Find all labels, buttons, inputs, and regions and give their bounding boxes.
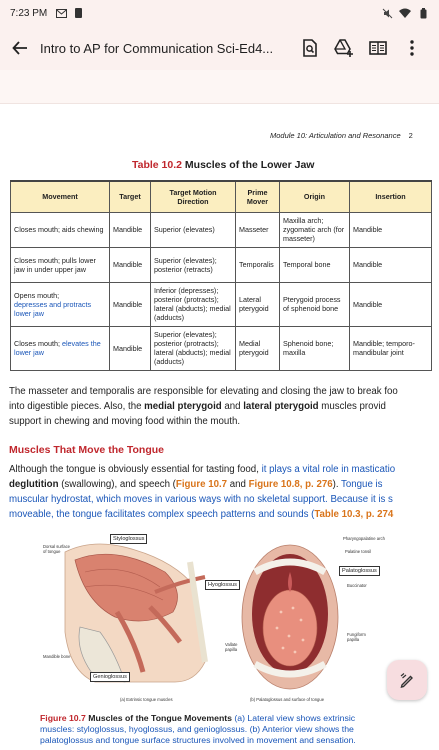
label-palatoglossus: Palatoglossus: [339, 566, 380, 576]
page-gap: [0, 70, 439, 104]
cell-origin: Pterygoid process of sphenoid bone: [280, 282, 350, 326]
app-bar: [0, 26, 439, 70]
col-header: Target: [110, 181, 151, 212]
table-link[interactable]: Table 10.3, p. 274: [314, 509, 394, 520]
col-header: Prime Mover: [236, 181, 280, 212]
notification-icon: [72, 8, 84, 18]
mute-icon: [381, 8, 393, 18]
cell-insertion: Mandible: [350, 212, 432, 247]
figure-link[interactable]: Figure 10.8, p. 276: [248, 479, 333, 490]
figure-link[interactable]: Figure 10.7: [175, 479, 228, 490]
wifi-icon: [399, 8, 411, 18]
running-head: [270, 131, 413, 140]
cell-movement: Closes mouth; elevates the lower jaw: [11, 326, 110, 370]
status-time: 7:23 PM: [10, 7, 48, 19]
add-to-drive-button[interactable]: [332, 36, 356, 60]
page-number: 2: [408, 131, 413, 140]
label-buccinator: Buccinator: [347, 583, 367, 588]
cell-origin: Sphenoid bone; maxilla: [280, 326, 350, 370]
document-title: Intro to AP for Communication Sci-Ed4...: [40, 40, 274, 56]
cell-origin: Temporal bone: [280, 247, 350, 282]
annotate-fab[interactable]: [387, 660, 427, 700]
label-vallate-papilla: Vallate papilla: [225, 642, 238, 652]
table-caption: [132, 159, 314, 171]
movement-detail: depresses and protracts lower jaw: [14, 299, 92, 318]
cell-movement: Closes mouth; pulls lower jaw in under upper jaw: [11, 247, 110, 282]
cell-prime-mover: Lateral pterygoid: [236, 282, 280, 326]
table-row: [11, 212, 432, 247]
label-styloglossus: Styloglossus: [110, 534, 147, 544]
reading-mode-button[interactable]: [366, 36, 390, 60]
label-fungiform-papilla: Fungiform papilla: [347, 632, 366, 642]
table-header-row: [11, 181, 432, 212]
section-heading: Muscles That Move the Tongue: [9, 444, 164, 456]
label-palatine-tonsil: Palatine tonsil: [345, 549, 372, 554]
table-title: Muscles of the Lower Jaw: [184, 159, 315, 171]
cell-direction: Superior (elevates); posterior (retracts): [151, 247, 236, 282]
running-head-title: Module 10: Articulation and Resonance: [270, 131, 401, 140]
label-dorsal-surface: Dorsal surface of tongue: [43, 544, 70, 554]
more-options-button[interactable]: [400, 36, 424, 60]
tongue-muscles-figure: [43, 532, 385, 708]
back-button[interactable]: [0, 26, 40, 70]
cell-direction: Inferior (depresses); posterior (protracts); lateral (abducts); medial (adducts): [151, 282, 236, 326]
lower-jaw-table: [10, 180, 432, 371]
col-header: Movement: [11, 181, 110, 212]
cell-target: Mandible: [110, 212, 151, 247]
col-header: Origin: [280, 181, 350, 212]
panel-b-label: (b) Palatoglossus and surface of tongue: [250, 697, 325, 702]
drive-add-icon: [334, 39, 354, 57]
table-row: [11, 247, 432, 282]
cell-insertion: Mandible: [350, 282, 432, 326]
search-document-icon: [302, 39, 318, 57]
col-header: Insertion: [350, 181, 432, 212]
status-bar: [0, 0, 439, 26]
label-mandible-bone: Mandible bone: [43, 654, 71, 659]
more-vert-icon: [410, 40, 414, 56]
edit-pen-icon: [399, 672, 415, 688]
back-arrow-icon: [12, 40, 28, 56]
cell-insertion: Mandible: [350, 247, 432, 282]
figure-caption: Figure 10.7 Muscles of the Tongue Movements (a) Lateral view shows extrinsic muscles: styloglossus, hyoglossus, and genioglossus. (b) Anterior view shows the palatoglossus and tongue surface structures involved in movement and sensation.: [40, 713, 356, 745]
cell-insertion: Mandible; temporo-mandibular joint: [350, 326, 432, 370]
jaw-paragraph: The masseter and temporalis are responsible for elevating and closing the jaw to break foo into digestible pieces. Also, the medial pterygoid and lateral pterygoid muscles provid support in chewing and moving food within the mouth.: [9, 386, 398, 427]
cell-prime-mover: Medial pterygoid: [236, 326, 280, 370]
reading-mode-icon: [369, 41, 387, 55]
cell-target: Mandible: [110, 247, 151, 282]
search-in-document-button[interactable]: [298, 36, 322, 60]
figure-number: Figure 10.7: [40, 713, 86, 723]
figure-title: Muscles of the Tongue Movements: [88, 713, 232, 723]
panel-a-label: (a) Extrinsic tongue muscles: [120, 697, 173, 702]
table-row: [11, 326, 432, 370]
label-genioglossus: Genioglossus: [90, 672, 130, 682]
gmail-icon: [55, 8, 67, 18]
table-row: [11, 282, 432, 326]
cell-direction: Superior (elevates); posterior (protracts); lateral (abducts); medial (adducts): [151, 326, 236, 370]
cell-prime-mover: Masseter: [236, 212, 280, 247]
movement-detail: elevates the lower jaw: [14, 339, 101, 357]
cell-prime-mover: Temporalis: [236, 247, 280, 282]
cell-origin: Maxilla arch; zygomatic arch (for masseter): [280, 212, 350, 247]
document-page: [0, 104, 439, 750]
label-pharyngopalatine-arch: Pharyngopalatine arch: [343, 536, 385, 541]
col-header: Target Motion Direction: [151, 181, 236, 212]
table-number: Table 10.2: [132, 159, 182, 171]
cell-target: Mandible: [110, 326, 151, 370]
battery-icon: [417, 8, 429, 18]
cell-direction: Superior (elevates): [151, 212, 236, 247]
tongue-paragraph: Although the tongue is obviously essential for tasting food, it plays a vital role in masticatio deglutition (swallowing), and speech (Figure 10.7 and Figure 10.8, p. 276). Tongue is muscular hydrostat, which moves in various ways with no skeletal support. Because it is s moveable, the tongue facilitates complex speech patterns and sounds (Table 10.3, p. 274: [9, 464, 396, 520]
cell-target: Mandible: [110, 282, 151, 326]
label-hyoglossus: Hyoglossus: [205, 580, 240, 590]
cell-movement: Closes mouth; aids chewing: [11, 212, 110, 247]
cell-movement: Opens mouth; depresses and protracts lower jaw: [11, 282, 110, 326]
